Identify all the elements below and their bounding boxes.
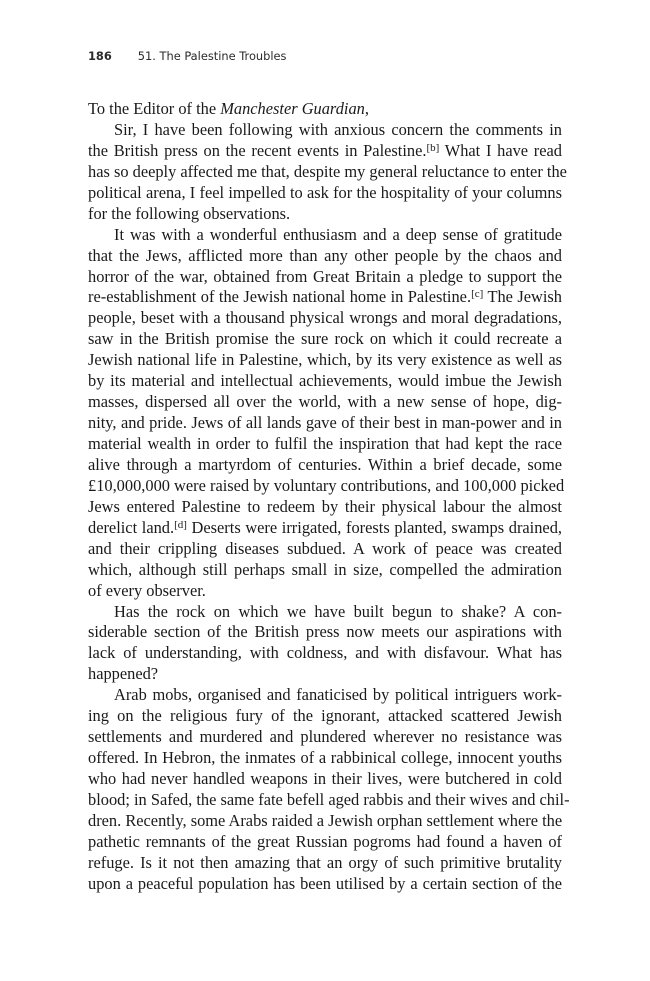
- text-line: It was with a wonderful enthusiasm and a deep sense of gratitude: [114, 224, 562, 244]
- text-line: has so deeply affected me that, despite my general reluctance to enter the: [88, 161, 567, 181]
- text-line: offered. In Hebron, the inmates of a rabbinical college, innocent youths: [88, 748, 562, 768]
- running-head: [88, 49, 287, 63]
- text-line: horror of the war, obtained from Great Britain a pledge to support the: [88, 266, 562, 286]
- letter-body: [88, 99, 570, 895]
- salutation: To the Editor of the Manchester Guardian,: [88, 99, 369, 118]
- text-line: £10,000,000 were raised by voluntary contributions, and 100,000 picked: [88, 475, 565, 495]
- text-line: that the Jews, afflicted more than any other people by the chaos and: [88, 245, 562, 265]
- text-line: political arena, I feel impelled to ask for the hospitality of your columns: [88, 182, 562, 202]
- text-line: Jewish national life in Palestine, which, by its very existence as well as: [88, 350, 562, 370]
- chapter-title: 51. The Palestine Troubles: [137, 49, 287, 63]
- note-marker: [b]: [426, 141, 440, 154]
- text-line: refuge. Is it not then amazing that an orgy of such primitive brutality: [88, 852, 562, 872]
- text-line: of every observer.: [88, 580, 206, 600]
- text-line: ing on the religious fury of the ignorant, attacked scattered Jewish: [88, 706, 562, 726]
- text-line: Sir, I have been following with anxious concern the comments in: [114, 119, 562, 139]
- text-line: which, although still perhaps small in size, compelled the admiration: [88, 559, 562, 579]
- text-line: Jews entered Palestine to redeem by their physical labour the almost: [88, 496, 562, 516]
- text-line: by its material and intellectual achievements, would imbue the Jewish: [88, 371, 562, 391]
- text-line: dren. Recently, some Arabs raided a Jewish orphan settlement where the: [88, 810, 563, 830]
- page-number: 186: [88, 49, 112, 63]
- text-line: happened?: [88, 664, 159, 684]
- text-line: alive through a martyrdom of centuries. Within a brief decade, some: [88, 454, 562, 474]
- text-line: who had never handled weapons in their lives, were butchered in cold: [88, 769, 562, 788]
- text-line: blood; in Safed, the same fate befell aged rabbis and their wives and chil-: [88, 789, 570, 809]
- text-line: saw in the British promise the sure rock on which it could recreate a: [88, 329, 562, 349]
- text-line: and their crippling diseases subdued. A work of peace was created: [88, 538, 562, 558]
- text-line: masses, dispersed all over the world, with a new sense of hope, dig-: [88, 392, 562, 412]
- text-line: people, beset with a thousand physical wrongs and moral degradations,: [88, 308, 562, 328]
- text-line: Arab mobs, organised and fanaticised by political intriguers work-: [114, 685, 562, 705]
- note-marker: [d]: [174, 518, 187, 531]
- note-marker: [c]: [471, 288, 484, 301]
- text-line: for the following observations.: [88, 203, 291, 223]
- text-line: pathetic remnants of the great Russian pogroms had found a haven of: [88, 831, 562, 851]
- text-line: siderable section of the British press now meets our aspirations with: [88, 622, 562, 642]
- text-line: lack of understanding, with coldness, and with disfavour. What has: [88, 643, 562, 663]
- text-line: re-establishment of the Jewish national home in Palestine.[c] The Jewish: [88, 287, 562, 307]
- text-line: nity, and pride. Jews of all lands gave of their best in man-power and in: [88, 413, 562, 433]
- newspaper-title: Manchester Guardian: [220, 99, 365, 118]
- text-line: the British press on the recent events in Palestine.[b] What I have read: [88, 140, 562, 160]
- text-line: material wealth in order to fulfil the inspiration that had kept the race: [88, 434, 562, 453]
- text-line: derelict land.[d] Deserts were irrigated, forests planted, swamps drained,: [88, 517, 562, 537]
- text-line: upon a peaceful population has been utilised by a certain section of the: [88, 873, 562, 893]
- text-line: settlements and murdered and plundered wherever no resistance was: [88, 727, 562, 747]
- text-line: Has the rock on which we have built begun to shake? A con-: [114, 601, 562, 621]
